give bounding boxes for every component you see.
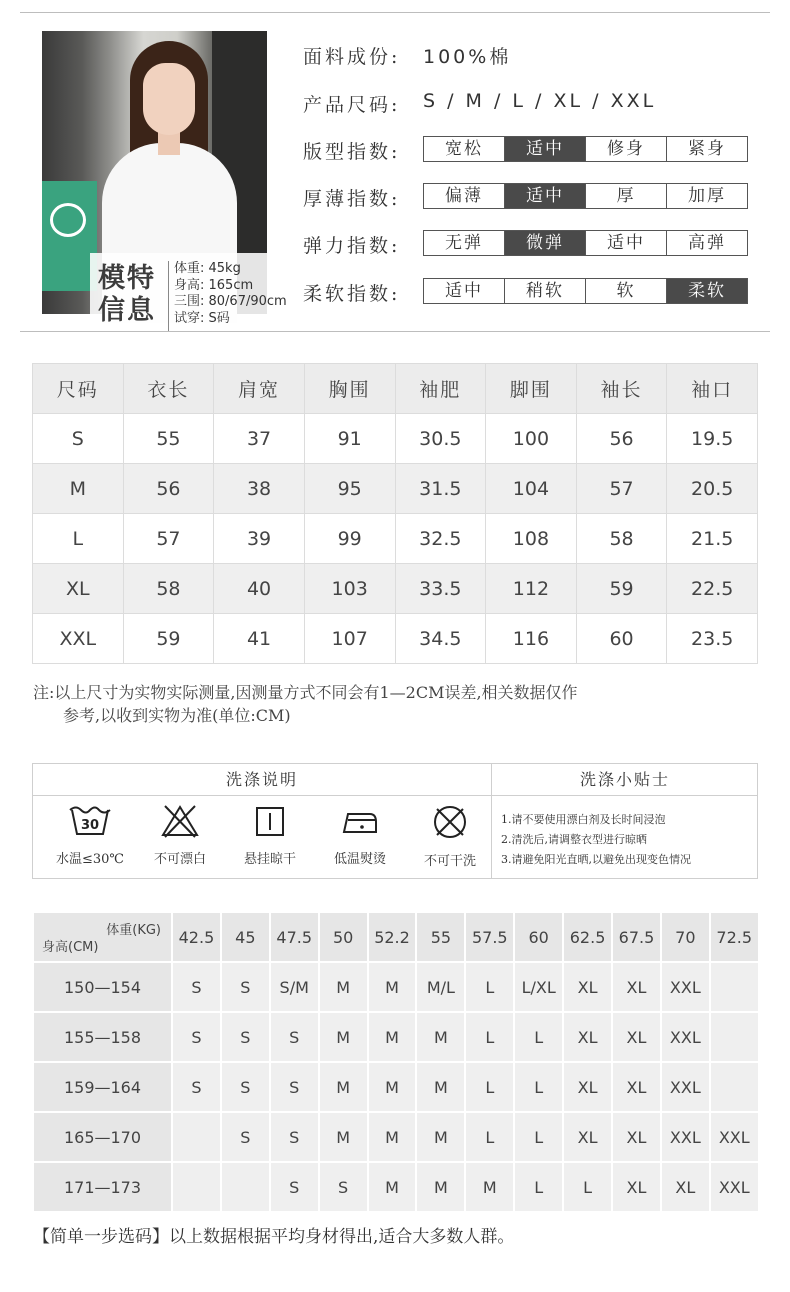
fit-chart-cell: M	[465, 1162, 514, 1212]
weight-header-cell: 60	[514, 912, 563, 962]
hang-dry-icon	[250, 804, 290, 838]
wash-section	[32, 763, 758, 879]
model-photo	[42, 31, 287, 326]
low-iron-icon	[338, 804, 382, 838]
fit-chart-cell: M	[368, 1012, 417, 1062]
fit-chart-row	[33, 1162, 759, 1212]
fit-chart-cell: S	[172, 1012, 221, 1062]
size-table-header: 胸围	[304, 364, 395, 414]
wash-item-temp	[45, 804, 135, 867]
fit-chart-cell	[710, 1062, 759, 1112]
no-bleach-icon	[160, 804, 200, 838]
size-table-row	[33, 564, 758, 614]
fit-chart-cell	[172, 1162, 221, 1212]
wash-label-no-bleach: 不可漂白	[153, 852, 206, 867]
fit-chart-cell	[710, 1012, 759, 1062]
size-table-cell: 22.5	[667, 564, 758, 614]
wash-item-no-dry-clean	[405, 804, 495, 869]
size-table-header: 脚围	[486, 364, 577, 414]
size-table-cell: 31.5	[395, 464, 486, 514]
fit-chart-corner	[33, 912, 172, 962]
weight-header-cell: 42.5	[172, 912, 221, 962]
fit-chart-cell: M	[319, 1112, 368, 1162]
size-table-header: 袖口	[667, 364, 758, 414]
fit-chart-cell: XL	[563, 1062, 612, 1112]
size-table-cell: 100	[486, 414, 577, 464]
size-table-cell: 116	[486, 614, 577, 664]
scale-0-option-0: 宽松	[445, 139, 483, 159]
model-info-separator	[168, 261, 169, 331]
model-info-title: 模特信息	[98, 263, 156, 326]
fit-chart-cell: M	[416, 1062, 465, 1112]
weight-header-cell: 67.5	[612, 912, 661, 962]
wash-label-low-iron: 低温熨烫	[333, 852, 386, 867]
scale-0-option-2: 修身	[585, 137, 666, 161]
scale-1-option-3: 加厚	[666, 184, 747, 208]
model-face	[143, 63, 195, 135]
weight-header-cell: 55	[416, 912, 465, 962]
size-table-cell: S	[33, 414, 124, 464]
model-measurements: 三围: 80/67/90cm	[174, 294, 287, 309]
size-table-cell: 57	[123, 514, 214, 564]
wash-title: 洗涤说明	[33, 764, 491, 796]
scale-label-2: 弹力指数:	[303, 235, 401, 257]
fit-chart-cell	[172, 1112, 221, 1162]
wash-tips-title: 洗涤小贴士	[491, 764, 758, 796]
footer-note: 【简单一步选码】以上数据根据平均身材得出,适合大多数人群。	[33, 1227, 515, 1247]
weight-header-cell: 57.5	[465, 912, 514, 962]
fit-chart-cell: XL	[563, 1012, 612, 1062]
scale-label-0: 版型指数:	[303, 141, 401, 163]
fit-chart-cell: L	[514, 1062, 563, 1112]
size-table-cell: 107	[304, 614, 395, 664]
scale-0-option-1: 适中	[504, 137, 585, 161]
fit-chart-cell: XXL	[710, 1162, 759, 1212]
fit-chart-cell: S/M	[270, 962, 319, 1012]
fit-chart-cell: M	[416, 1012, 465, 1062]
fit-chart-cell: XL	[612, 962, 661, 1012]
height-range-cell: 171—173	[33, 1162, 172, 1212]
wash-tips-list	[501, 810, 691, 870]
weight-header-cell: 47.5	[270, 912, 319, 962]
scale-1-option-1: 适中	[504, 184, 585, 208]
fit-chart-cell: S	[221, 1112, 270, 1162]
fit-chart-cell: L	[514, 1112, 563, 1162]
size-table-row	[33, 614, 758, 664]
fit-chart-cell: L	[465, 1112, 514, 1162]
fit-chart-cell: L	[514, 1162, 563, 1212]
size-table-cell: 55	[123, 414, 214, 464]
fit-chart-cell: S	[319, 1162, 368, 1212]
wash-30-icon	[68, 804, 112, 838]
fit-chart-cell: S	[221, 1012, 270, 1062]
fit-chart-cell: S	[270, 1112, 319, 1162]
fit-chart-cell: S	[172, 962, 221, 1012]
size-table-cell: 32.5	[395, 514, 486, 564]
size-table-cell: 56	[123, 464, 214, 514]
weight-header-cell: 52.2	[368, 912, 417, 962]
wash-tip-1: 1.请不要使用漂白剂及长时间浸泡	[501, 813, 666, 826]
fit-chart-cell: XXL	[661, 1112, 710, 1162]
wash-tip-2: 2.清洗后,请调整衣型进行晾晒	[501, 833, 647, 846]
size-table-cell: 37	[214, 414, 305, 464]
size-table-header: 肩宽	[214, 364, 305, 414]
size-table-cell: 33.5	[395, 564, 486, 614]
height-axis-label: 身高(CM)	[42, 940, 99, 955]
fit-chart-cell: L	[563, 1162, 612, 1212]
size-table-cell: 103	[304, 564, 395, 614]
size-table-header: 袖长	[576, 364, 667, 414]
size-table-cell: 21.5	[667, 514, 758, 564]
size-table-cell: 34.5	[395, 614, 486, 664]
fit-chart-cell: M	[416, 1162, 465, 1212]
size-table-row	[33, 514, 758, 564]
scale-2-option-1: 微弹	[504, 231, 585, 255]
scale-label-1: 厚薄指数:	[303, 188, 401, 210]
fit-chart	[32, 911, 760, 1213]
size-table-header: 袖肥	[395, 364, 486, 414]
weight-header-cell: 45	[221, 912, 270, 962]
height-range-cell: 165—170	[33, 1112, 172, 1162]
size-table-cell: 95	[304, 464, 395, 514]
weight-header-cell: 70	[661, 912, 710, 962]
scale-0-option-3: 紧身	[666, 137, 747, 161]
scale-3	[423, 278, 748, 304]
fit-chart-cell: L	[465, 1062, 514, 1112]
size-table-cell: 58	[576, 514, 667, 564]
fit-chart-cell: XL	[612, 1062, 661, 1112]
fabric-value: 100%棉	[423, 46, 512, 68]
size-table	[32, 363, 758, 664]
wash-tip-3: 3.请避免阳光直晒,以避免出现变色情况	[501, 853, 691, 866]
size-table-cell: 59	[576, 564, 667, 614]
size-table-cell: 58	[123, 564, 214, 614]
fit-chart-cell: XXL	[710, 1112, 759, 1162]
size-table-cell: 91	[304, 414, 395, 464]
fit-chart-cell: S	[172, 1062, 221, 1112]
size-table-cell: 99	[304, 514, 395, 564]
weight-header-cell: 62.5	[563, 912, 612, 962]
size-table-cell: 108	[486, 514, 577, 564]
sizes-label: 产品尺码:	[303, 94, 401, 116]
wash-label-hang-dry: 悬挂晾干	[243, 852, 296, 867]
size-table-cell: 30.5	[395, 414, 486, 464]
wash-item-hang-dry	[225, 804, 315, 867]
measurement-note	[33, 681, 733, 727]
fit-chart-cell: XXL	[661, 1012, 710, 1062]
fit-chart-row	[33, 1012, 759, 1062]
size-table-header: 衣长	[123, 364, 214, 414]
size-table-cell: 60	[576, 614, 667, 664]
wash-item-low-iron	[315, 804, 405, 867]
scale-2-option-0: 无弹	[445, 233, 483, 253]
fit-chart-cell: M	[368, 1162, 417, 1212]
scale-label-3: 柔软指数:	[303, 283, 401, 305]
model-info-box	[90, 253, 306, 339]
fit-chart-cell: S	[221, 962, 270, 1012]
scale-2-option-2: 适中	[585, 231, 666, 255]
fit-chart-cell: XL	[661, 1162, 710, 1212]
size-table-cell: 56	[576, 414, 667, 464]
size-table-cell: 57	[576, 464, 667, 514]
fit-chart-cell: XL	[612, 1162, 661, 1212]
fit-chart-cell: M	[319, 962, 368, 1012]
fit-chart-row	[33, 1062, 759, 1112]
height-range-cell: 155—158	[33, 1012, 172, 1062]
sizes-value: S / M / L / XL / XXL	[423, 90, 657, 112]
scale-0	[423, 136, 748, 162]
no-dry-clean-icon	[430, 804, 470, 840]
fit-chart-row	[33, 1112, 759, 1162]
size-table-row	[33, 414, 758, 464]
size-table-cell: 23.5	[667, 614, 758, 664]
fit-chart-cell: M/L	[416, 962, 465, 1012]
wash-temp-number: 30	[80, 818, 100, 833]
fit-chart-row	[33, 962, 759, 1012]
scale-2-option-3: 高弹	[666, 231, 747, 255]
size-table-cell: 59	[123, 614, 214, 664]
wash-item-no-bleach	[135, 804, 225, 867]
weight-header-cell: 72.5	[710, 912, 759, 962]
size-table-cell: 40	[214, 564, 305, 614]
model-info-lines	[174, 261, 287, 327]
size-table-row	[33, 464, 758, 514]
fit-chart-cell: L/XL	[514, 962, 563, 1012]
size-table-cell: L	[33, 514, 124, 564]
model-height: 身高: 165cm	[174, 277, 254, 293]
fit-chart-cell: L	[514, 1012, 563, 1062]
scale-3-option-2: 软	[585, 279, 666, 303]
model-weight: 体重: 45kg	[174, 261, 241, 276]
fit-chart-cell: M	[368, 1062, 417, 1112]
scale-1-option-2: 厚	[585, 184, 666, 208]
weight-header-cell: 50	[319, 912, 368, 962]
fit-chart-cell: XL	[563, 962, 612, 1012]
size-table-cell: XL	[33, 564, 124, 614]
fit-chart-cell	[221, 1162, 270, 1212]
size-table-header: 尺码	[33, 364, 124, 414]
scale-1	[423, 183, 748, 209]
fit-chart-cell: M	[319, 1062, 368, 1112]
scale-1-option-0: 偏薄	[445, 186, 483, 206]
fit-chart-cell: XL	[612, 1012, 661, 1062]
height-range-cell: 150—154	[33, 962, 172, 1012]
background-sign	[42, 181, 97, 291]
fit-chart-cell: M	[319, 1012, 368, 1062]
model-tried-size: 试穿: S码	[174, 310, 230, 326]
fabric-label: 面料成份:	[303, 46, 401, 68]
section-divider	[20, 331, 770, 332]
fit-chart-cell: XXL	[661, 962, 710, 1012]
size-table-cell: 112	[486, 564, 577, 614]
height-range-cell: 159—164	[33, 1062, 172, 1112]
fit-chart-cell: L	[465, 962, 514, 1012]
top-divider	[20, 12, 770, 13]
note-line-1: 注:以上尺寸为实物实际测量,因测量方式不同会有1—2CM误差,相关数据仅作	[33, 683, 578, 702]
size-table-cell: 39	[214, 514, 305, 564]
fit-chart-cell: S	[270, 1062, 319, 1112]
size-table-cell: 38	[214, 464, 305, 514]
size-table-cell: 20.5	[667, 464, 758, 514]
size-table-cell: M	[33, 464, 124, 514]
scale-3-option-1: 稍软	[504, 279, 585, 303]
note-line-2: 参考,以收到实物为准(单位:CM)	[63, 706, 291, 725]
fit-chart-cell: XL	[612, 1112, 661, 1162]
wash-label-no-dry-clean: 不可干洗	[423, 854, 476, 869]
fit-chart-cell: XL	[563, 1112, 612, 1162]
fit-chart-cell: S	[270, 1162, 319, 1212]
scale-3-option-3: 柔软	[666, 279, 747, 303]
fit-chart-cell: L	[465, 1012, 514, 1062]
size-table-cell: XXL	[33, 614, 124, 664]
fit-chart-cell: M	[368, 962, 417, 1012]
fit-chart-cell: S	[221, 1062, 270, 1112]
fit-chart-cell: M	[368, 1112, 417, 1162]
size-table-cell: 104	[486, 464, 577, 514]
fit-chart-cell: S	[270, 1012, 319, 1062]
size-table-cell: 41	[214, 614, 305, 664]
weight-axis-label: 体重(KG)	[106, 923, 161, 938]
scale-3-option-0: 适中	[445, 281, 483, 301]
fit-chart-cell: XXL	[661, 1062, 710, 1112]
size-table-cell: 19.5	[667, 414, 758, 464]
fit-chart-cell	[710, 962, 759, 1012]
fit-chart-cell: M	[416, 1112, 465, 1162]
wash-label-temp: 水温≤30℃	[56, 852, 124, 867]
scale-2	[423, 230, 748, 256]
